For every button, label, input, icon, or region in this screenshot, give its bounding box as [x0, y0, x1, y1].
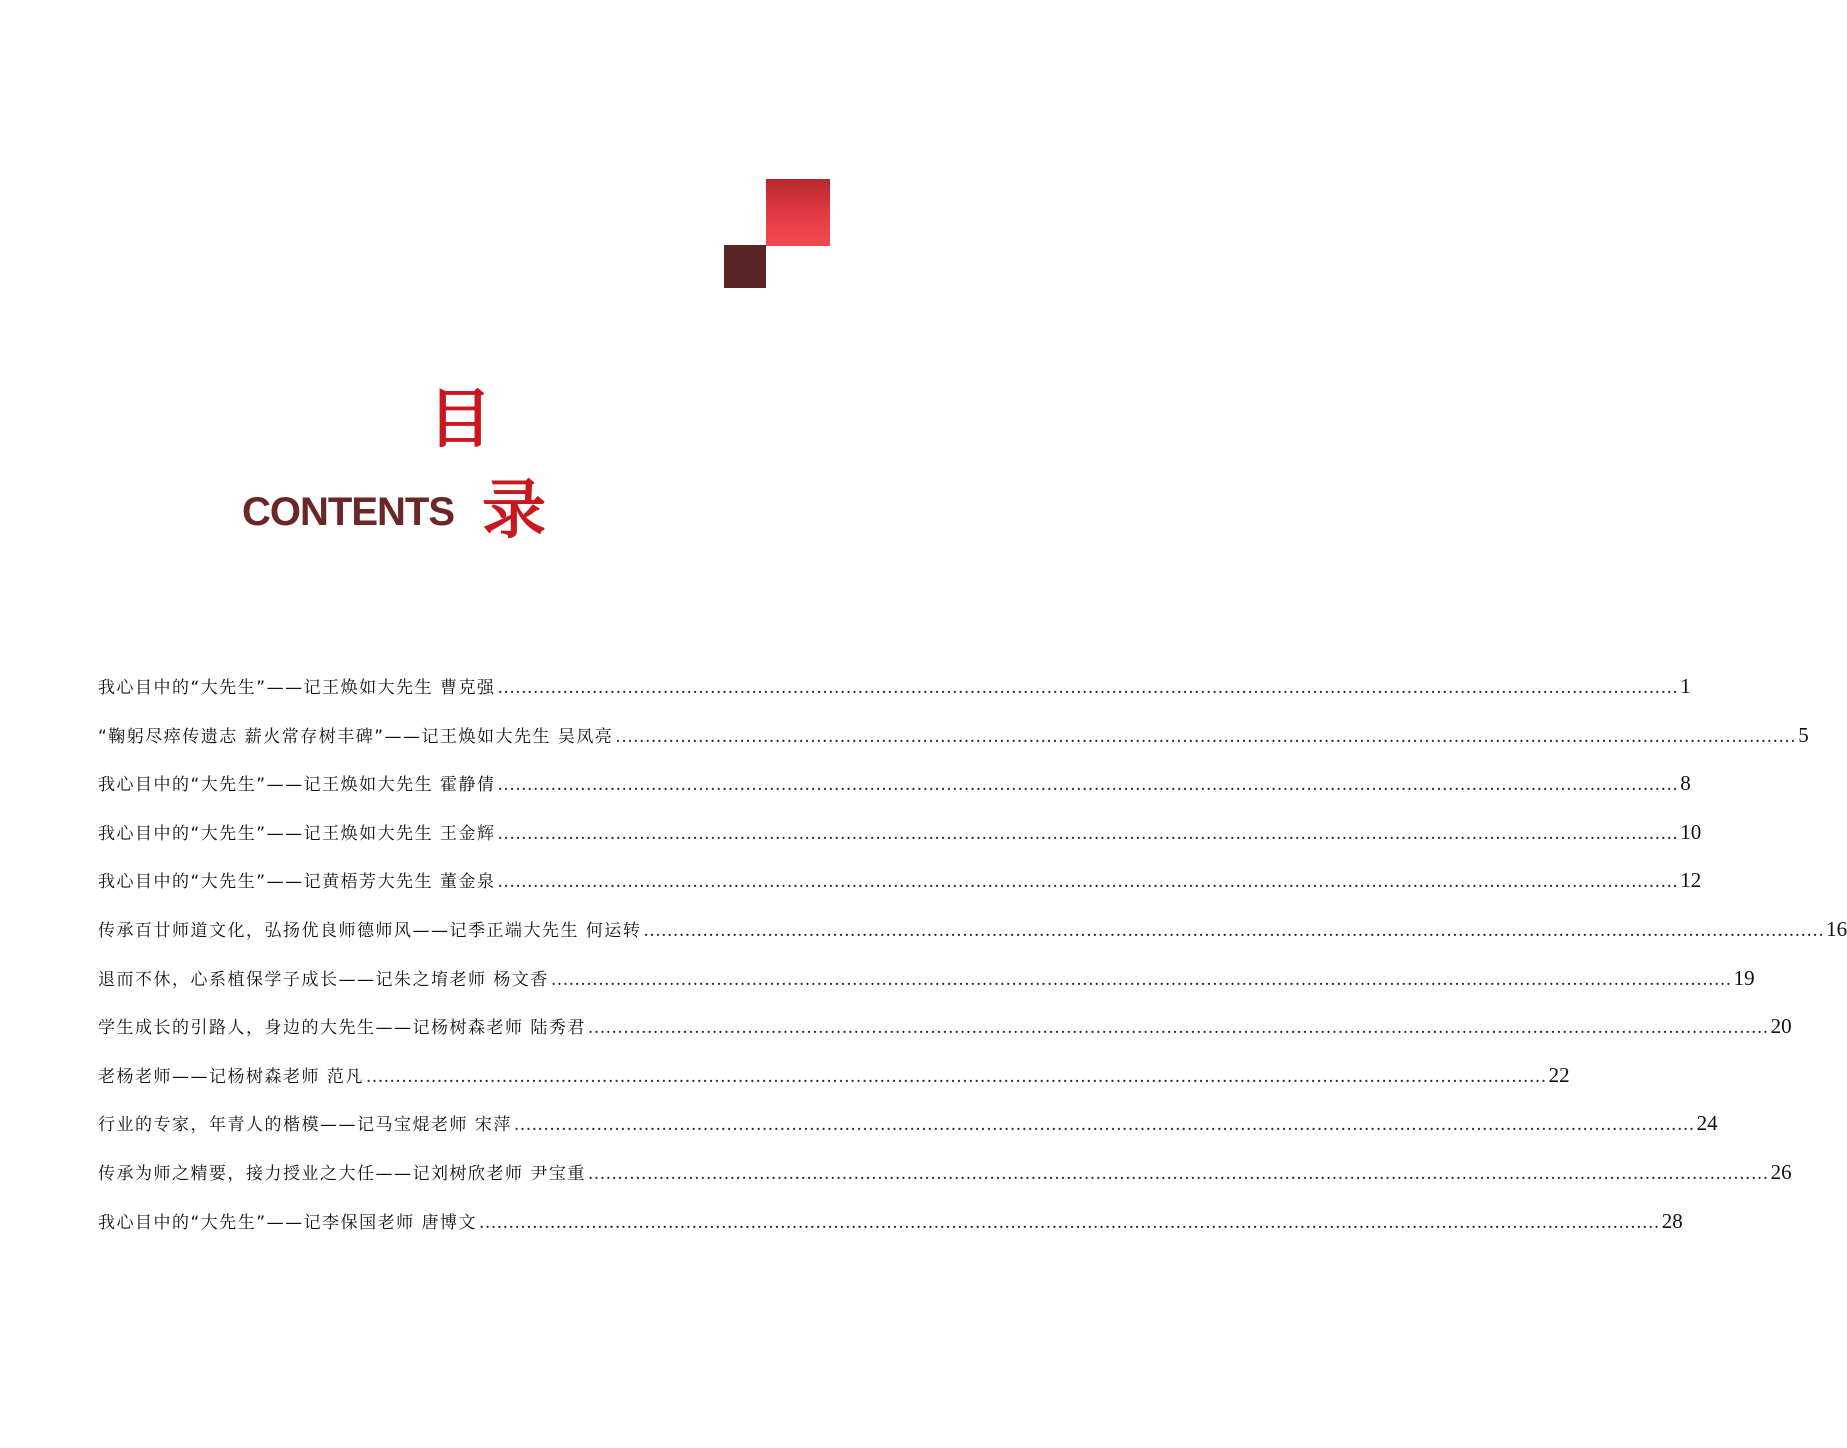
toc-page-number: 10 — [1680, 819, 1702, 844]
toc-dot-leader: ........................................................................................................................................................................................................ — [497, 823, 1679, 844]
toc-page-number: 24 — [1696, 1111, 1718, 1136]
toc-entry[interactable] — [98, 673, 1691, 722]
toc-dot-leader: ........................................................................................................................................................................................................ — [513, 1115, 1695, 1136]
toc-entry[interactable] — [98, 916, 1847, 965]
toc-dot-leader: ........................................................................................................................................................................................................ — [497, 678, 1679, 698]
toc-dot-leader: ........................................................................................................................................................................................................ — [587, 1163, 1769, 1184]
toc-dot-leader: ........................................................................................................................................................................................................ — [497, 872, 1679, 893]
title-char-mu: 目 — [428, 383, 492, 457]
toc-entry-title: 我心目中的“大先生”——记王焕如大先生 曹克强 — [98, 678, 496, 698]
toc-page-number: 19 — [1733, 965, 1755, 990]
toc-entry-title: 学生成长的引路人，身边的大先生——记杨树森老师 陆秀君 — [98, 1018, 586, 1039]
toc-entry-title: 我心目中的“大先生”——记王焕如大先生 王金辉 — [98, 823, 496, 844]
toc-entry-title: 传承百廿师道文化，弘扬优良师德师风——记季正端大先生 何运转 — [98, 920, 642, 941]
toc-page-number: 1 — [1680, 674, 1691, 698]
toc-dot-leader: ........................................................................................................................................................................................................ — [643, 920, 1825, 941]
toc-entry-title: 老杨老师——记杨树森老师 范凡 — [98, 1066, 364, 1087]
toc-page-number: 26 — [1770, 1159, 1792, 1184]
toc-entry[interactable] — [98, 1208, 1683, 1257]
toc-dot-leader: ........................................................................................................................................................................................................ — [365, 1066, 1547, 1087]
toc-dot-leader: ........................................................................................................................................................................................................ — [550, 969, 1732, 990]
toc-page-number: 8 — [1680, 771, 1691, 796]
table-of-contents — [98, 673, 1847, 1256]
title-char-lu: 录 — [482, 474, 546, 548]
toc-entry[interactable] — [98, 722, 1809, 771]
toc-dot-leader: ........................................................................................................................................................................................................ — [587, 1018, 1769, 1039]
toc-entry-title: “鞠躬尽瘁传遗志 薪火常存树丰碑”——记王焕如大先生 吴凤亮 — [98, 726, 614, 747]
toc-dot-leader: ........................................................................................................................................................................................................ — [497, 775, 1679, 796]
toc-entry[interactable] — [98, 867, 1702, 916]
contents-heading: CONTENTS — [242, 490, 454, 534]
toc-entry[interactable] — [98, 819, 1702, 868]
toc-entry-title: 我心目中的“大先生”——记黄梧芳大先生 董金泉 — [98, 872, 496, 893]
toc-entry-title: 我心目中的“大先生”——记李保国老师 唐博文 — [98, 1212, 478, 1233]
toc-entry-title: 退而不休，心系植保学子成长——记朱之堉老师 杨文香 — [98, 969, 549, 990]
toc-entry-title: 行业的专家，年青人的楷模——记马宝焜老师 宋萍 — [98, 1115, 512, 1136]
decorative-dark-square — [724, 245, 766, 288]
toc-dot-leader: ........................................................................................................................................................................................................ — [479, 1212, 1660, 1233]
toc-page-number: 16 — [1826, 916, 1847, 941]
toc-entry[interactable] — [98, 1013, 1792, 1062]
toc-dot-leader: ........................................................................................................................................................................................................ — [615, 726, 1797, 747]
toc-page-number: 28 — [1661, 1208, 1683, 1233]
toc-entry-title: 传承为师之精要，接力授业之大任——记刘树欣老师 尹宝重 — [98, 1163, 586, 1184]
toc-page-number: 12 — [1680, 868, 1702, 893]
toc-page-number: 5 — [1798, 722, 1809, 747]
toc-entry-title: 我心目中的“大先生”——记王焕如大先生 霍静倩 — [98, 775, 496, 796]
toc-page-number: 22 — [1548, 1062, 1570, 1087]
toc-entry[interactable] — [98, 1062, 1570, 1111]
toc-page-number: 20 — [1770, 1014, 1792, 1039]
toc-entry[interactable] — [98, 770, 1691, 819]
toc-entry[interactable] — [98, 1159, 1792, 1208]
toc-entry[interactable] — [98, 1110, 1718, 1159]
decorative-red-square — [766, 179, 830, 246]
toc-entry[interactable] — [98, 965, 1755, 1014]
